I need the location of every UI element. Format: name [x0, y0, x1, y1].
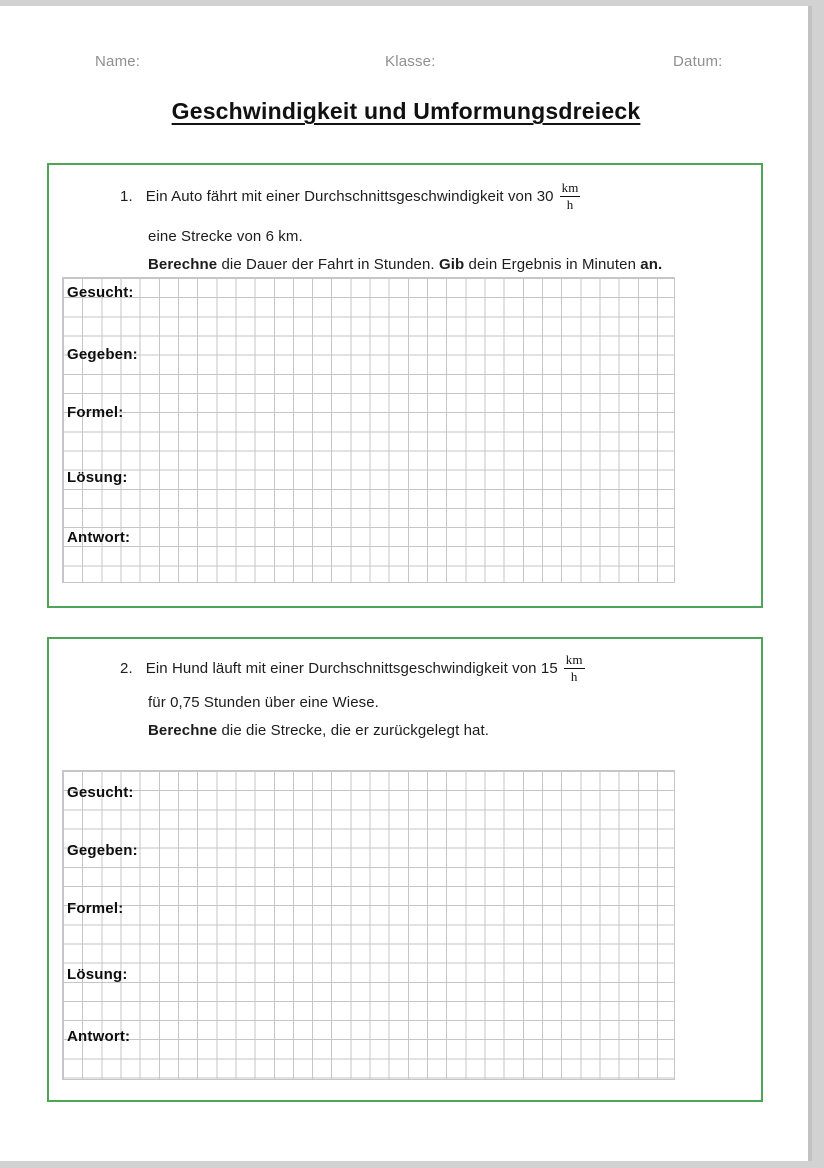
fraction-denominator: h — [566, 196, 574, 212]
klasse-label: Klasse: — [385, 53, 436, 70]
exercise-1-text: Ein Auto fährt mit einer Durchschnittsgeschwindigkeit von 30 — [145, 187, 554, 205]
datum-label: Datum: — [673, 53, 723, 70]
gesucht-label: Gesucht: — [67, 284, 134, 301]
loesung-label: Lösung: — [67, 966, 128, 983]
loesung-label: Lösung: — [67, 469, 128, 486]
page-title: Geschwindigkeit und Umformungsdreieck — [171, 98, 641, 124]
exercise-2-line-1 — [120, 647, 585, 689]
gegeben-label: Gegeben: — [67, 346, 138, 363]
document-page — [0, 6, 812, 1161]
instruction-bold-1: Berechne — [148, 256, 218, 273]
km-per-h-fraction — [560, 181, 581, 211]
exercise-1-box — [47, 163, 763, 608]
gesucht-label: Gesucht: — [67, 784, 134, 801]
exercise-2-number: 2. — [120, 659, 133, 677]
exercise-2-line-2: für 0,75 Stunden über eine Wiese. — [148, 694, 379, 711]
exercise-1-number: 1. — [120, 187, 133, 205]
formel-label: Formel: — [67, 404, 124, 421]
gegeben-label: Gegeben: — [67, 842, 138, 859]
exercise-2-instruction — [148, 722, 489, 739]
exercise-1-instruction — [148, 256, 662, 273]
instruction-regular-2: dein Ergebnis in Minuten — [464, 256, 641, 273]
formel-label: Formel: — [67, 900, 124, 917]
instruction-regular-1: die die Strecke, die er zurückgelegt hat. — [217, 722, 490, 739]
exercise-1-line-2: eine Strecke von 6 km. — [148, 228, 303, 245]
antwort-label: Antwort: — [67, 529, 131, 546]
km-per-h-fraction — [564, 653, 585, 683]
instruction-bold-3: an. — [640, 256, 663, 273]
answer-grid — [62, 277, 675, 583]
instruction-bold-1: Berechne — [148, 722, 218, 739]
fraction-numerator: km — [561, 179, 579, 195]
exercise-2-box — [47, 637, 763, 1102]
instruction-regular-1: die Dauer der Fahrt in Stunden. — [217, 256, 439, 273]
antwort-label: Antwort: — [67, 1028, 131, 1045]
instruction-bold-2: Gib — [438, 256, 465, 273]
name-label: Name: — [95, 53, 141, 70]
fraction-denominator: h — [570, 668, 578, 684]
exercise-2-text: Ein Hund läuft mit einer Durchschnittsgeschwindigkeit von 15 — [145, 659, 558, 677]
fraction-numerator: km — [565, 651, 583, 667]
answer-grid — [62, 770, 675, 1080]
exercise-1-line-1 — [120, 175, 580, 217]
